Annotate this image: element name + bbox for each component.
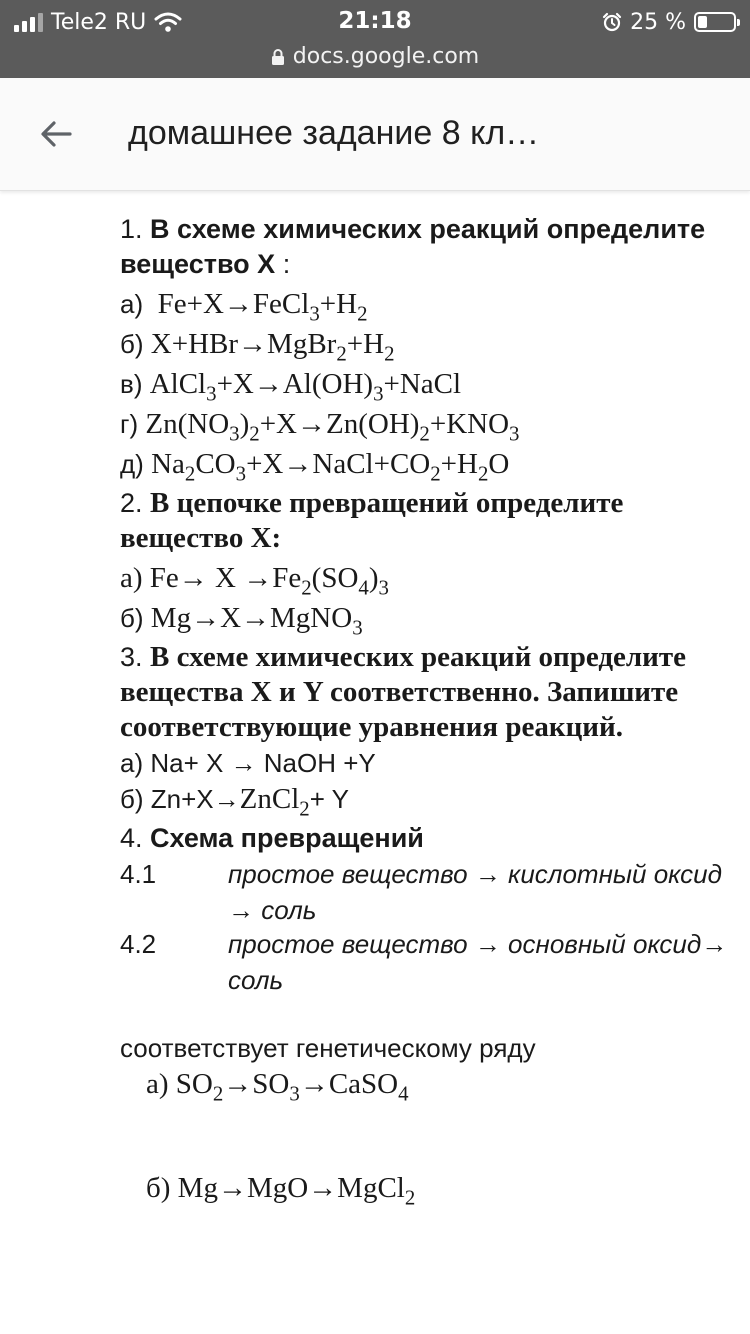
clock: 21:18 bbox=[338, 8, 412, 34]
item-label: а) bbox=[120, 562, 143, 594]
q3-item-a: а) Na+ X → NaOH +Y bbox=[120, 748, 376, 778]
genetic-series-label: соответствует генетическому ряду bbox=[120, 1033, 536, 1063]
battery-icon bbox=[694, 12, 736, 32]
alarm-icon bbox=[602, 12, 622, 32]
q2-item-b bbox=[120, 600, 740, 640]
question-text: В цепочке превращений определите вещество Х: bbox=[120, 487, 624, 554]
document-title: домашнее задание 8 кл… bbox=[128, 114, 540, 152]
question-number: 4. bbox=[120, 823, 143, 853]
lock-icon bbox=[271, 48, 285, 66]
equation: Mg→X→MgNO$_3$ bbox=[150, 602, 363, 640]
status-bar bbox=[0, 0, 750, 44]
item-label: а) bbox=[120, 289, 144, 319]
q1-item-d bbox=[120, 406, 740, 446]
question-text: В схеме химических реакций определите вещества X и Y соответственно. Запишите соответствующие уравнения реакций. bbox=[120, 641, 686, 743]
equation: $Fe\to X \to Fe_2(SO_4)_3$ bbox=[149, 562, 389, 600]
back-arrow-icon[interactable] bbox=[36, 114, 76, 154]
browser-url-bar[interactable] bbox=[0, 44, 750, 78]
carrier-name: Tele2 RU bbox=[51, 9, 147, 35]
question-2-title bbox=[120, 486, 740, 556]
item-label: в) bbox=[120, 369, 143, 399]
url-text: docs.google.com bbox=[292, 44, 480, 69]
option-number: 4.1 bbox=[120, 859, 157, 889]
answer-a: а) $SO_2\to SO_3\to CaSO_4$ bbox=[146, 1068, 409, 1106]
option-text: простое вещество → основный оксид→ соль bbox=[228, 929, 728, 995]
option-text: простое вещество → кислотный оксид → соль bbox=[228, 859, 722, 925]
q1-item-a bbox=[120, 286, 740, 326]
equation: $X+HBr\to MgBr_2+H_2$ bbox=[150, 328, 395, 366]
question-number: 2. bbox=[120, 488, 143, 518]
question-number: 1. bbox=[120, 214, 143, 244]
option-4-1 bbox=[120, 856, 740, 928]
question-text: Схема превращений bbox=[150, 823, 424, 853]
question-3-title bbox=[120, 640, 740, 745]
item-label: г) bbox=[120, 409, 139, 439]
option-4-2 bbox=[120, 926, 740, 998]
equation: $Zn(NO_3)_2+X\to Zn(OH)_2+KNO_3$ bbox=[145, 408, 520, 446]
item-label: б) bbox=[120, 329, 144, 359]
equation: $AlCl_3+X\to Al(OH)_3+NaCl$ bbox=[149, 368, 462, 406]
answer-b: б) Mg→MgO→MgCl$_2$ bbox=[146, 1172, 416, 1210]
question-colon: : bbox=[282, 249, 291, 279]
q2-item-a bbox=[120, 560, 740, 600]
item-label: д) bbox=[120, 449, 144, 479]
battery-percent: 25 % bbox=[630, 9, 686, 35]
equation: $Fe+X\to FeCl_3+H_2$ bbox=[150, 288, 368, 326]
item-label: б) bbox=[120, 603, 144, 633]
option-number: 4.2 bbox=[120, 929, 157, 959]
document-body bbox=[120, 212, 740, 1210]
document-app-bar bbox=[0, 78, 750, 191]
status-right bbox=[602, 8, 736, 36]
question-number: 3. bbox=[120, 642, 143, 672]
equation: $Na_2CO_3+X\to NaCl+CO_2+H_2O$ bbox=[151, 448, 510, 486]
q3-item-b: б) Zn+X→ZnCl$_2$+ Y bbox=[120, 783, 349, 821]
question-text: В схеме химических реакций определите вещество Х bbox=[120, 214, 706, 279]
q1-item-e bbox=[120, 446, 740, 486]
question-4-title bbox=[120, 821, 740, 856]
q1-item-b bbox=[120, 326, 740, 366]
question-1-title bbox=[120, 212, 740, 282]
q1-item-c bbox=[120, 366, 740, 406]
